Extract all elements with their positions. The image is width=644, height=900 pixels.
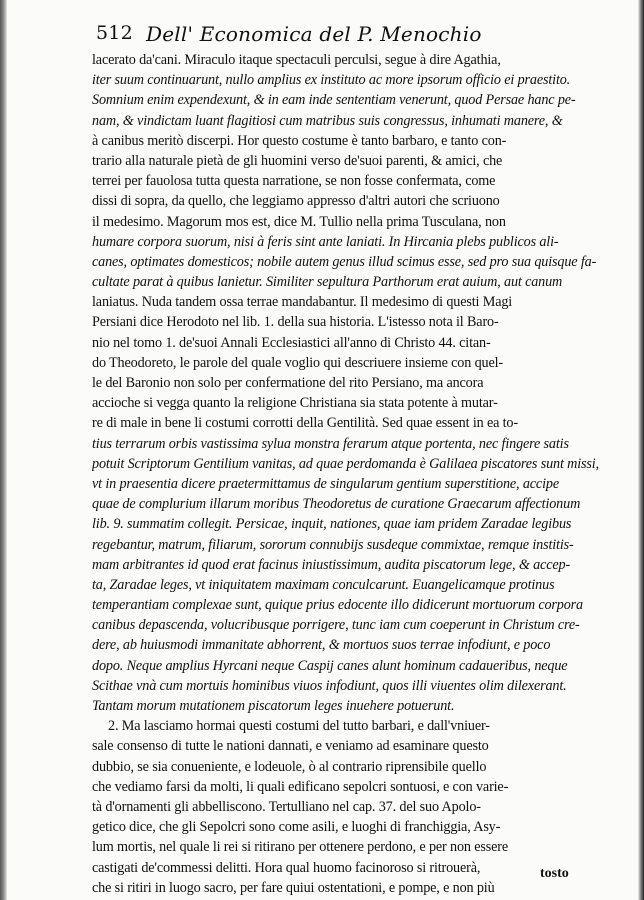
text-line: tà d'ornamenti gli abbelliscono. Tertulliano nel cap. 37. del suo Apolo- [92, 798, 481, 815]
text-line: mam arbitrantes id quod erat facinus iniustissimum, audita piscatorum lege, & accep- [92, 556, 571, 573]
text-line: dere, ab huiusmodi immanitate abhorrent, & mortuos suos terrae infodiunt, e poco [92, 637, 551, 654]
text-line: humare corpora suorum, nisi à feris sint ante laniati. In Hircania plebs publicos ali- [92, 233, 559, 250]
text-line: iter suum continuarunt, nullo amplius ex instituto ac more ipsorum officio ei praestito. [92, 72, 571, 89]
text-line: nam, & vindictam luant flagitiosi cum matribus suis congressus, inhumati manere, & [92, 112, 563, 129]
catchword: tosto [540, 866, 569, 881]
text-line: getico dice, che gli Sepolcri sono come asili, e luoghi di franchiggia, Asy- [92, 819, 501, 836]
text-line: sale consenso di tutte le nationi dannati, e veniamo ad esaminare questo [92, 738, 489, 755]
text-line: dubbio, se sia conueniente, e lodeuole, ò al contrario riprensibile quello [92, 758, 487, 775]
text-line: quae de complurium illarum moribus Theodoretus de curatione Graecarum affectionum [92, 496, 581, 513]
text-line: accioche si vegga quanto la religione Christiana sia stata potente à mutar- [92, 395, 498, 412]
text-line: Tantam morum mutationem piscatorum leges inuehere potuerunt. [92, 698, 455, 714]
text-line: temperantiam complexae sunt, quique prius edocente illo didicerunt mortuorum corpora [92, 597, 583, 614]
text-line: lacerato da'cani. Miraculo itaque spectaculi perculsi, segue à dire Agathia, [92, 52, 501, 68]
page-left-edge-shadow [0, 0, 7, 900]
text-line: Scithae vnà cum mortuis hominibus viuos infodiunt, quos illi viuentes olim dilexerant. [92, 677, 567, 694]
text-line: le del Baronio non solo per confermatione del rito Persiano, ma ancora [92, 375, 484, 391]
text-line: che si ritiri in luogo sacro, per fare quiui ostentationi, e pompe, e non più [92, 879, 495, 896]
text-line: Persiani dice Herodoto nel lib. 1. della sua historia. L'istesso nota il Baro- [92, 314, 499, 331]
text-line: tius terrarum orbis vastissima sylua monstra ferarum atque portenta, nec fingere satis [92, 435, 569, 452]
text-line: dopo. Neque amplius Hyrcani neque Caspij canes alunt hominum cadaueribus, neque [92, 657, 568, 674]
text-line: canes, optimates domesticos; nobile autem genus illud scimus esse, sed pro sua quisque fa- [92, 253, 597, 270]
text-line: trario alla naturale pietà de gli huomini verso de'suoi parenti, & amici, che [92, 152, 503, 169]
text-line: terrei per fauolosa tutta questa narratione, se non fosse confermata, come [92, 173, 496, 190]
page-right-edge-shadow [638, 0, 644, 900]
text-line: laniatus. Nuda tandem ossa terrae mandabantur. Il medesimo di questi Magi [92, 294, 513, 311]
text-line: regebantur, matrum, filiarum, sororum connubijs susdeque commixtae, remque institis- [92, 536, 574, 553]
text-line: ta, Zaradae leges, vt iniquitatem maximam conculcarunt. Euangelicamque protinus [92, 576, 555, 593]
text-line: Somnium enim expendexunt, & in eam inde sententiam venerunt, quod Persae hanc pe- [92, 92, 576, 109]
body-text [92, 50, 612, 898]
text-line: do Theodoreto, le parole del quale voglio qui descriuere insieme con quel- [92, 354, 503, 371]
page-header [96, 22, 626, 48]
text-line: à canibus meritò discerpi. Hor questo costume è tanto barbaro, e tanto con- [92, 132, 507, 149]
text-line: castigati de'commessi delitti. Hora qual huomo facinoroso si ritrouerà, [92, 859, 481, 876]
text-line: cultate parat à quibus lanietur. Similiter sepultura Parthorum erat auium, aut canum [92, 274, 563, 291]
text-line: canibus depascenda, volucribusque porrigere, tunc iam cum coeperunt in Christum cre- [92, 617, 580, 634]
text-line: 2. Ma lasciamo hormai questi costumi del tutto barbari, e dall'vniuer- [108, 718, 490, 735]
page-number: 512 [96, 22, 133, 44]
text-line: potuit Scriptorum Gentilium vanitas, ad quae perdomanda è Galilaea piscatores sunt missi, [92, 455, 599, 472]
text-line: lum mortis, nel quale li rei si ritirano per ottenere perdono, e per non essere [92, 839, 508, 856]
text-line: il medesimo. Magorum mos est, dice M. Tullio nella prima Tusculana, non [92, 213, 506, 230]
text-line: re di male in bene li costumi corrotti della Gentilità. Sed quae essent in ea to- [92, 415, 518, 432]
text-line: che vediamo farsi da molti, li quali edificano sepolcri sontuosi, e con varie- [92, 778, 509, 795]
text-line: vt in praesentia dicere praetermittamus de singularum gentium superstitione, accipe [92, 475, 559, 492]
text-line: dissi di sopra, da quello, che leggiamo appresso d'altri autori che scriuono [92, 193, 500, 210]
text-line: nio nel tomo 1. de'suoi Annali Ecclesiastici all'anno di Christo 44. citan- [92, 334, 491, 351]
running-title: Dell' Economica del P. Menochio [146, 22, 482, 46]
text-line: lib. 9. summatim collegit. Persicae, inquit, nationes, quae iam pridem Zaradae legibus [92, 516, 572, 533]
